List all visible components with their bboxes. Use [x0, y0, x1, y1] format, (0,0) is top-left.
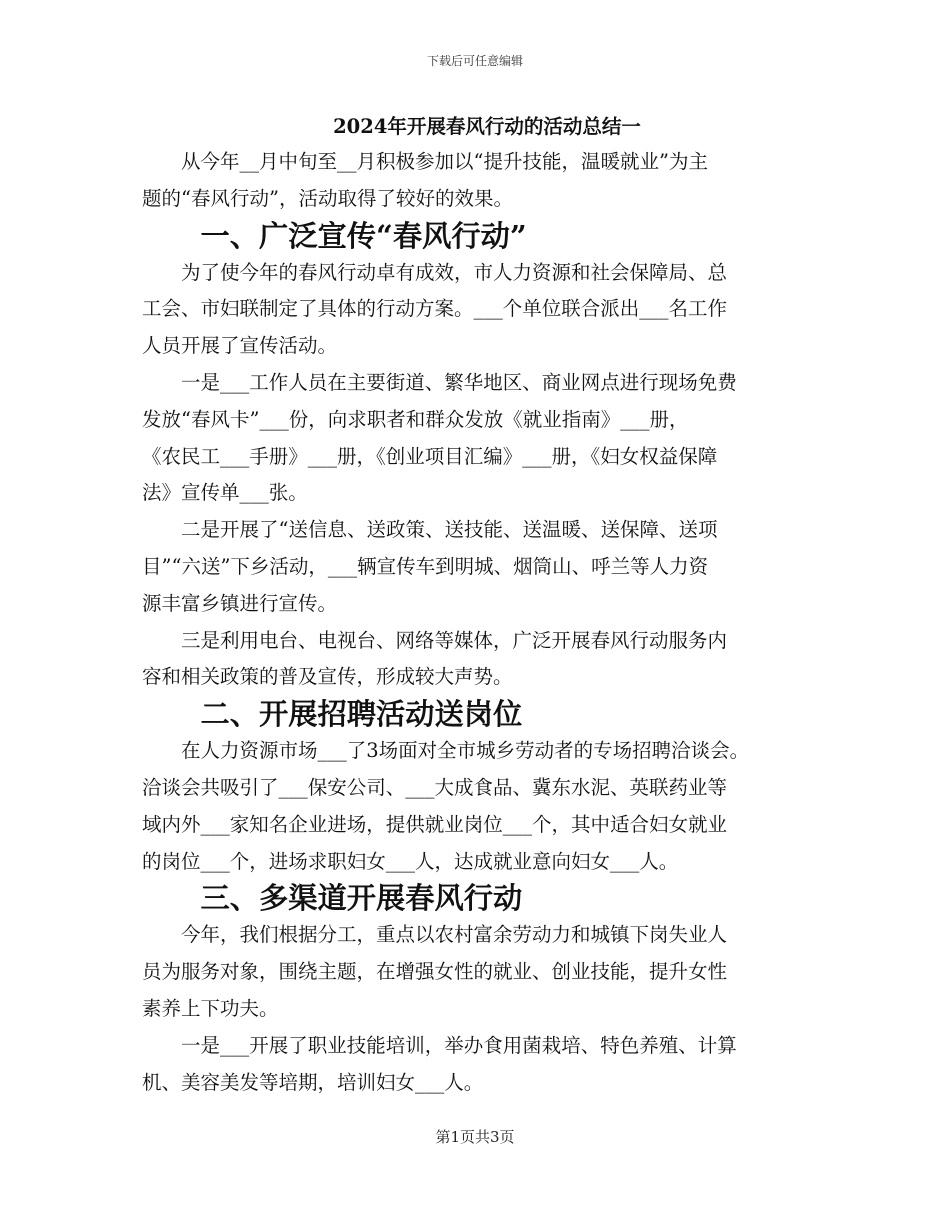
paragraph [142, 917, 822, 1027]
page-header: 下载后可任意编辑 [426, 54, 523, 68]
paragraph [142, 733, 822, 880]
paragraph-line: 从今年__月中旬至__月积极参加以“提升技能，温暖就业”为主 [181, 150, 708, 173]
paragraph-line: 一是___开展了职业技能培训，举办食用菌栽培、特色养殖、计算 [181, 1033, 737, 1057]
paragraph-line: 机、美容美发等培期，培训妇女___人。 [142, 1070, 484, 1094]
paragraph-line: 源丰富乡镇进行宣传。 [142, 591, 338, 615]
paragraph [142, 1028, 822, 1102]
paragraph-line: 人员开展了宣传活动。 [142, 334, 338, 358]
paragraph [142, 512, 822, 622]
section-heading: 二、开展招聘活动送岗位 [200, 697, 523, 732]
paragraph-line: 一是___工作人员在主要街道、繁华地区、商业网点进行现场免费 [181, 370, 737, 394]
document-body [142, 110, 822, 1101]
paragraph-line: 在人力资源市场___了3场面对全市城乡劳动者的专场招聘洽谈会。 [181, 739, 750, 763]
paragraph-line: 工会、市妇联制定了具体的行动方案。___个单位联合派出___名工作 [142, 297, 728, 321]
paragraph-line: 素养上下功夫。 [142, 996, 279, 1020]
paragraph [142, 365, 822, 512]
document-blocks [142, 144, 822, 1101]
paragraph [142, 623, 822, 697]
paragraph-line: 发放“春风卡”___份，向求职者和群众发放《就业指南》___册， [142, 407, 689, 431]
paragraph-line: 题的“春风行动”，活动取得了较好的效果。 [142, 186, 513, 210]
paragraph-line: 二是开展了“送信息、送政策、送技能、送温暖、送保障、送项 [181, 518, 718, 542]
paragraph [142, 255, 822, 365]
section-heading: 一、广泛宣传“春风行动” [200, 218, 527, 253]
paragraph-line: 域内外___家知名企业进场，提供就业岗位___个，其中适合妇女就业 [142, 812, 728, 836]
page-footer: 第1页共3页 [435, 1128, 515, 1146]
paragraph-line: 容和相关政策的普及宣传，形成较大声势。 [142, 665, 513, 689]
paragraph-line: 三是利用电台、电视台、网络等媒体，广泛开展春风行动服务内 [181, 628, 728, 652]
paragraph-line: 洽谈会共吸引了___保安公司、___大成食品、冀东水泥、英联药业等 [142, 775, 728, 799]
section-heading: 三、多渠道开展春风行动 [200, 881, 523, 916]
paragraph-line: 《农民工___手册》___册，《创业项目汇编》___册，《妇女权益保障 [142, 444, 718, 468]
paragraph-line: 今年，我们根据分工，重点以农村富余劳动力和城镇下岗失业人 [181, 923, 728, 947]
document-title: 2024年开展春风行动的活动总结一 [333, 115, 641, 138]
paragraph-line: 为了使今年的春风行动卓有成效，市人力资源和社会保障局、总 [181, 260, 728, 284]
paragraph-line: 的岗位___个，进场求职妇女___人，达成就业意向妇女___人。 [142, 849, 679, 873]
paragraph-line: 目”“六送”下乡活动，___辆宣传车到明城、烟筒山、呼兰等人力资 [142, 554, 709, 578]
paragraph-line: 员为服务对象，围绕主题，在增强女性的就业、创业技能，提升女性 [142, 960, 728, 984]
paragraph [142, 144, 822, 218]
paragraph-line: 法》宣传单___张。 [142, 481, 308, 505]
